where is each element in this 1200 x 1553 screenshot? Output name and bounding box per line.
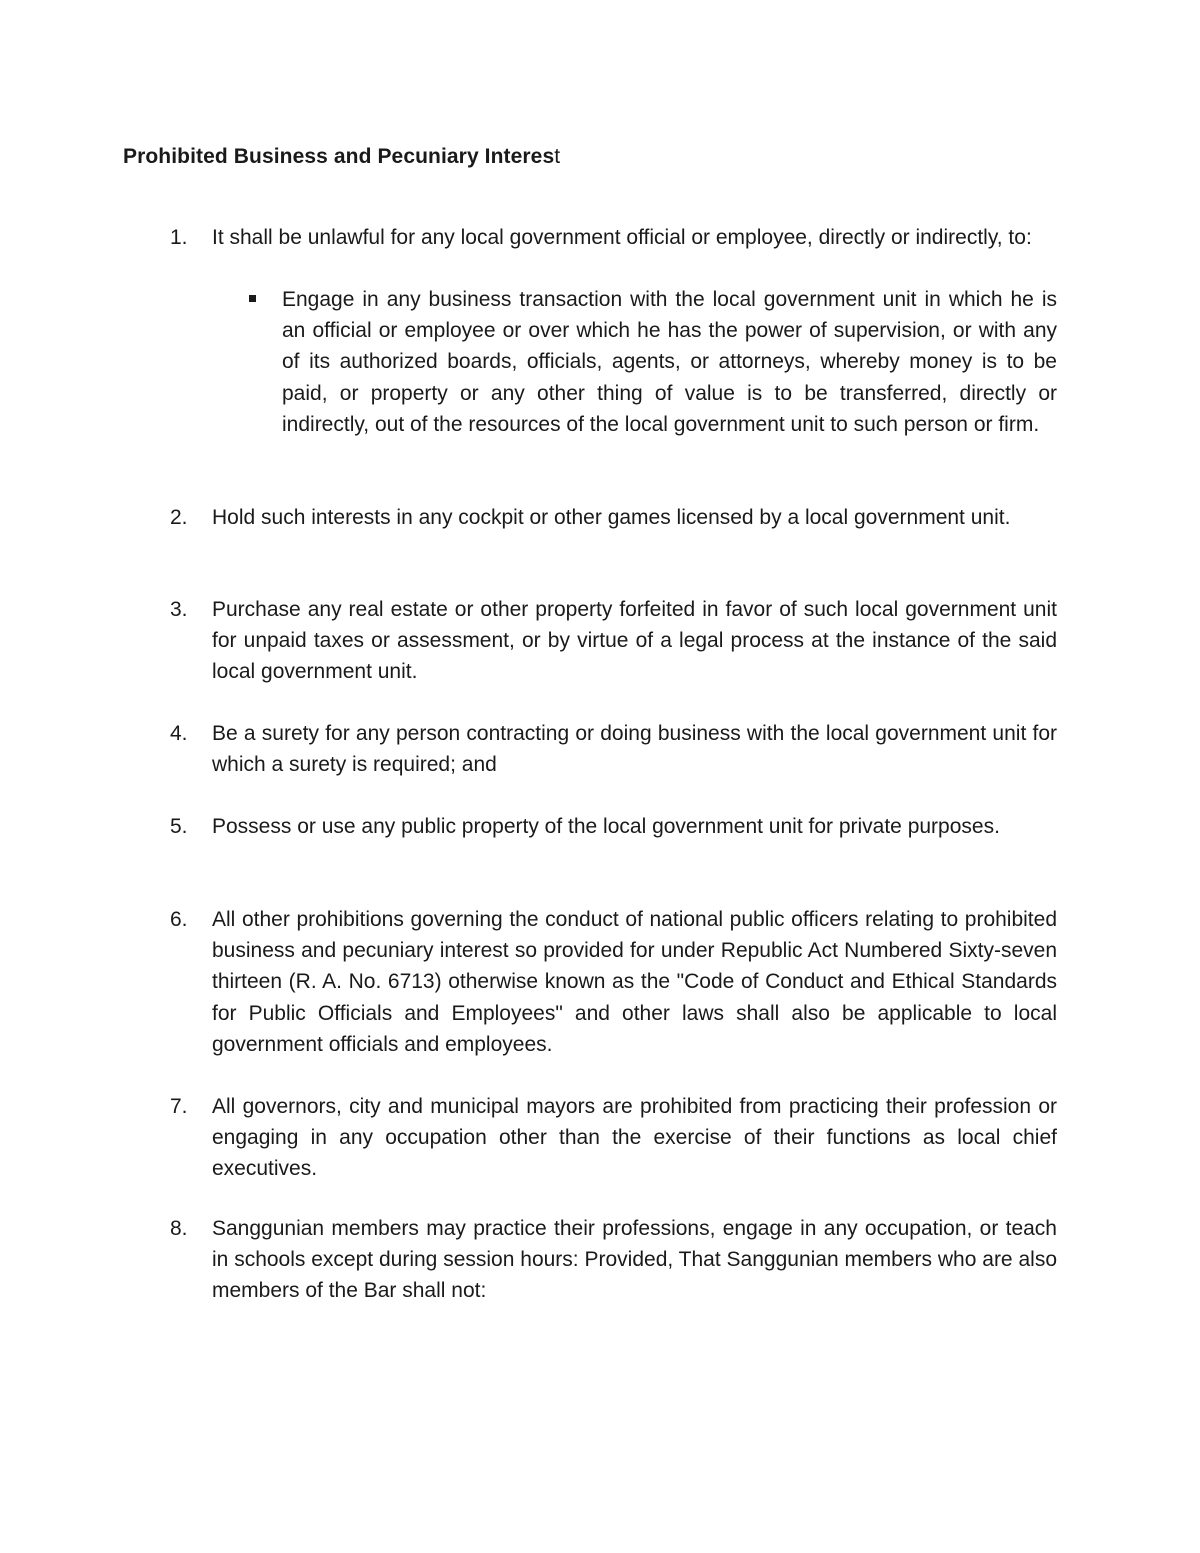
list-item-6 xyxy=(170,904,1057,1060)
list-item-text: Be a surety for any person contracting or doing business with the local government unit for which a surety is required; and xyxy=(212,722,1057,777)
list-item-text: Purchase any real estate or other property forfeited in favor of such local government unit for unpaid taxes or assessment, or by virtue of a legal process at the instance of the said local government unit. xyxy=(212,598,1057,684)
list-item-7 xyxy=(170,1091,1057,1185)
sub-bullet-item xyxy=(282,284,1057,440)
list-item-3 xyxy=(170,594,1057,688)
list-item-text: All governors, city and municipal mayors are prohibited from practicing their profession or engaging in any occupation other than the exercise of their functions as local chief executives. xyxy=(212,1095,1057,1181)
square-bullet-icon xyxy=(249,295,256,302)
title-main: Prohibited Business and Pecuniary Interes xyxy=(123,145,555,168)
list-item-number: 8. xyxy=(170,1217,188,1240)
list-item-number: 6. xyxy=(170,908,188,931)
list-item-2 xyxy=(170,502,1057,533)
list-item-1 xyxy=(170,222,1057,253)
list-item-number: 5. xyxy=(170,815,188,838)
list-item-5 xyxy=(170,811,1057,842)
list-item-text: Hold such interests in any cockpit or other games licensed by a local government unit. xyxy=(212,506,1011,529)
list-item-number: 1. xyxy=(170,226,188,249)
list-item-number: 4. xyxy=(170,722,188,745)
sub-bullet-text: Engage in any business transaction with the local government unit in which he is an official or employee or over which he has the power of supervision, or with any of its authorized boards, officials, agents, or attorneys, whereby money is to be paid, or property or any other thing of value is to be transferred, directly or indirectly, out of the resources of the local government unit to such person or firm. xyxy=(282,288,1057,436)
list-item-8 xyxy=(170,1213,1057,1307)
list-item-number: 7. xyxy=(170,1095,188,1118)
list-item-text: It shall be unlawful for any local government official or employee, directly or indirectly, to: xyxy=(212,226,1032,249)
page-title xyxy=(123,143,560,171)
list-item-text: Possess or use any public property of the local government unit for private purposes. xyxy=(212,815,1000,838)
list-item-number: 3. xyxy=(170,598,188,621)
list-item-number: 2. xyxy=(170,506,188,529)
title-tail: t xyxy=(554,145,561,168)
list-item-text: Sanggunian members may practice their professions, engage in any occupation, or teach in schools except during session hours: Provided, That Sanggunian members who are also members of the Bar shall not: xyxy=(212,1217,1057,1303)
list-item-text: All other prohibitions governing the conduct of national public officers relating to prohibited business and pecuniary interest so provided for under Republic Act Numbered Sixty-seven thirteen (R. A. No. 6713) otherwise known as the "Code of Conduct and Ethical Standards for Public Officials and Employees" and other laws shall also be applicable to local government officials and employees. xyxy=(212,908,1057,1056)
list-item-4 xyxy=(170,718,1057,780)
